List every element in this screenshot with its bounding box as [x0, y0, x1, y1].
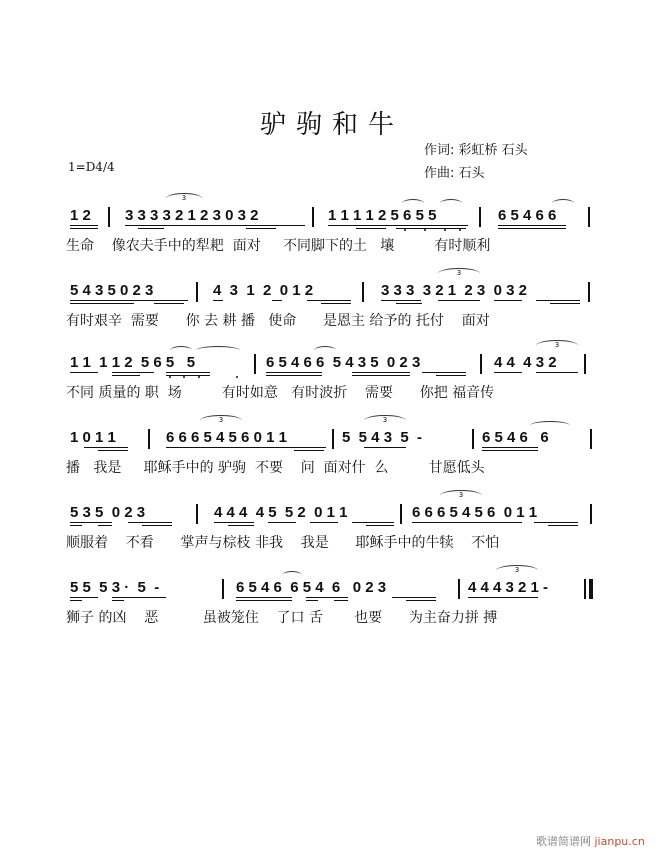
beam — [272, 300, 282, 301]
barline — [312, 207, 314, 227]
key-signature: 1=D4/4 — [68, 160, 115, 174]
slur — [314, 346, 336, 355]
notes-text: 1 1 1 1 2 5 6 5 5 — [70, 354, 196, 371]
beam — [166, 375, 210, 376]
notes-text: 6 6 6 5 4 5 6 0 1 1 — [166, 429, 287, 446]
beam — [352, 375, 410, 376]
barline — [590, 429, 592, 449]
site-watermark — [536, 833, 645, 849]
beam — [236, 600, 292, 601]
beam — [70, 225, 98, 226]
notes-text: 6 5 4 6 6 5 4 3 5 0 2 3 — [266, 354, 421, 371]
barline — [362, 282, 364, 302]
beam — [154, 303, 184, 304]
lyricist-credit — [424, 139, 528, 158]
notes-line-1 — [66, 205, 557, 227]
barline — [588, 282, 590, 302]
lyrics-line-6: 狮子 的凶 恶 虽被笼住 了口 舌 也要 为主奋力拼 搏 — [66, 610, 498, 626]
beam — [536, 300, 580, 301]
beam — [213, 300, 223, 301]
watermark-url: jianpu.cn — [594, 835, 645, 848]
beam — [112, 372, 154, 373]
barline — [148, 429, 150, 449]
notes-text: 5 5 5 3 · 5 - — [70, 579, 160, 596]
beam — [70, 525, 82, 526]
beam — [306, 597, 348, 598]
beam — [166, 372, 210, 373]
notes-text: 5 5 4 3 5 - — [342, 429, 423, 446]
beam — [412, 522, 522, 523]
triplet-mark: 3 — [496, 565, 538, 576]
score-line-2 — [66, 269, 606, 340]
notes-text: 6 5 4 6 6 — [482, 429, 549, 446]
lyricist-label: 作词: — [424, 143, 455, 158]
beam — [498, 225, 566, 226]
beam — [310, 522, 338, 523]
beam — [70, 372, 98, 373]
notes-text: 1 1 1 1 2 5 6 5 5 — [328, 207, 437, 224]
lyrics-line-3: 不同 质量的 职 场 有时如意 有时波折 需要 你把 福音传 — [66, 385, 495, 401]
beam — [166, 447, 326, 448]
lyricist-name: 彩虹桥 石头 — [458, 143, 528, 158]
notes-line-2 — [66, 280, 527, 302]
final-barline-thick — [589, 579, 593, 599]
score-line-5 — [66, 491, 606, 562]
beam — [128, 522, 172, 523]
beam — [436, 375, 466, 376]
beam — [266, 375, 322, 376]
composer-name: 石头 — [458, 166, 485, 181]
beam — [228, 525, 254, 526]
beam — [98, 450, 128, 451]
beam — [482, 447, 538, 448]
beam — [356, 228, 386, 229]
barline — [472, 429, 474, 449]
notes-text: 6 5 4 6 6 — [498, 207, 557, 224]
beam — [112, 600, 124, 601]
triplet-mark: 3 — [166, 193, 202, 204]
low-octave-dot — [424, 229, 426, 231]
triplet-mark: 3 — [364, 415, 406, 426]
beam — [550, 303, 580, 304]
notes-text: 4 4 4 3 2 — [494, 354, 557, 371]
beam — [468, 597, 496, 598]
beam — [352, 372, 410, 373]
beam — [112, 375, 140, 376]
barline — [222, 579, 224, 599]
beam — [381, 300, 421, 301]
lyrics-line-1: 生命 像农夫手中的犁耙 面对 不同脚下的土 壤 有时顺利 — [66, 238, 491, 254]
song-title: 驴驹和牛 — [259, 110, 404, 140]
slur — [440, 199, 462, 208]
beam — [321, 303, 351, 304]
composer-credit — [424, 162, 485, 181]
slur — [530, 421, 570, 430]
beam — [214, 522, 254, 523]
triplet-mark: 3 — [536, 340, 578, 351]
notes-text: 1 2 — [70, 207, 91, 224]
beam — [482, 450, 538, 451]
triplet-mark: 3 — [440, 490, 482, 501]
beam — [246, 228, 276, 229]
barline — [196, 504, 198, 524]
beam — [438, 300, 480, 301]
beam — [70, 597, 98, 598]
beam — [422, 372, 466, 373]
beam — [112, 597, 166, 598]
beam — [396, 228, 466, 229]
beam — [548, 525, 578, 526]
beam — [138, 228, 164, 229]
beam — [294, 450, 324, 451]
beam — [70, 303, 134, 304]
beam — [70, 228, 98, 229]
slur — [552, 199, 574, 208]
notes-text: 3 3 3 3 2 1 2 3 0 3 2 — [381, 282, 527, 299]
barline — [254, 354, 256, 374]
triplet-mark: 3 — [438, 268, 480, 279]
beam — [306, 600, 318, 601]
triplet-mark: 3 — [200, 415, 242, 426]
notes-line-4 — [66, 427, 549, 449]
beam — [352, 522, 394, 523]
slur — [282, 571, 302, 580]
beam — [496, 597, 538, 598]
barline — [479, 207, 481, 227]
lyrics-line-5: 顺服着 不看 掌声与棕枝 非我 我是 耶稣手中的牛犊 不怕 — [66, 535, 500, 551]
barline — [400, 504, 402, 524]
low-octave-dot — [459, 229, 461, 231]
barline — [196, 282, 198, 302]
beam — [334, 600, 348, 601]
beam — [364, 447, 406, 448]
barline — [590, 504, 592, 524]
slur — [170, 346, 192, 355]
notes-text: 3 3 3 3 2 1 2 3 0 3 2 — [125, 207, 259, 224]
barline — [480, 354, 482, 374]
beam — [366, 525, 394, 526]
barline — [458, 579, 460, 599]
notes-text: 5 4 3 5 0 2 3 — [70, 282, 154, 299]
watermark-text: 歌谱简谱网 — [536, 835, 591, 848]
beam — [70, 522, 112, 523]
final-barline-thin — [584, 579, 586, 599]
composer-label: 作曲: — [424, 166, 455, 181]
lyrics-line-2: 有时艰辛 需要 你 去 耕 播 使命 是恩主 给予的 托付 面对 — [66, 313, 490, 329]
notes-text: 4 4 4 4 5 5 2 0 1 1 — [214, 504, 348, 521]
notes-line-6 — [66, 577, 549, 599]
notes-text: 4 3 1 2 0 1 2 — [213, 282, 314, 299]
beam — [536, 372, 578, 373]
slur — [196, 346, 240, 355]
low-octave-dot — [198, 376, 200, 378]
score-line-4 — [66, 416, 606, 487]
beam — [534, 522, 578, 523]
beam — [98, 525, 112, 526]
beam — [84, 447, 128, 448]
notes-text: 4 4 4 3 2 1 - — [468, 579, 549, 596]
score-line-6 — [66, 566, 606, 637]
low-octave-dot — [169, 376, 171, 378]
beam — [142, 525, 172, 526]
low-octave-dot — [444, 229, 446, 231]
beam — [125, 225, 305, 226]
score-line-1 — [66, 194, 606, 265]
beam — [406, 600, 436, 601]
beam — [236, 597, 292, 598]
score-line-3 — [66, 341, 606, 412]
beam — [70, 600, 82, 601]
beam — [266, 372, 322, 373]
beam — [396, 303, 422, 304]
beam — [268, 522, 296, 523]
slur — [402, 199, 424, 208]
notes-text: 6 6 6 5 4 5 6 0 1 1 — [412, 504, 538, 521]
beam — [328, 225, 468, 226]
barline — [332, 429, 334, 449]
beam — [494, 300, 522, 301]
barline — [108, 207, 110, 227]
lyrics-line-4: 播 我是 耶稣手中的 驴驹 不要 问 面对什 么 甘愿低头 — [66, 460, 485, 476]
low-octave-dot — [236, 376, 238, 378]
notes-text: 5 3 5 0 2 3 — [70, 504, 146, 521]
barline — [584, 354, 586, 374]
low-octave-dot — [183, 376, 185, 378]
notes-line-5 — [66, 502, 538, 524]
beam — [494, 372, 522, 373]
beam — [70, 300, 188, 301]
barline — [588, 207, 590, 227]
notes-line-3 — [66, 352, 557, 374]
beam — [498, 228, 566, 229]
notes-text: 1 0 1 1 — [70, 429, 116, 446]
notes-text: 6 5 4 6 6 5 4 6 0 2 3 — [236, 579, 387, 596]
beam — [392, 597, 436, 598]
low-octave-dot — [404, 229, 406, 231]
beam — [307, 300, 351, 301]
